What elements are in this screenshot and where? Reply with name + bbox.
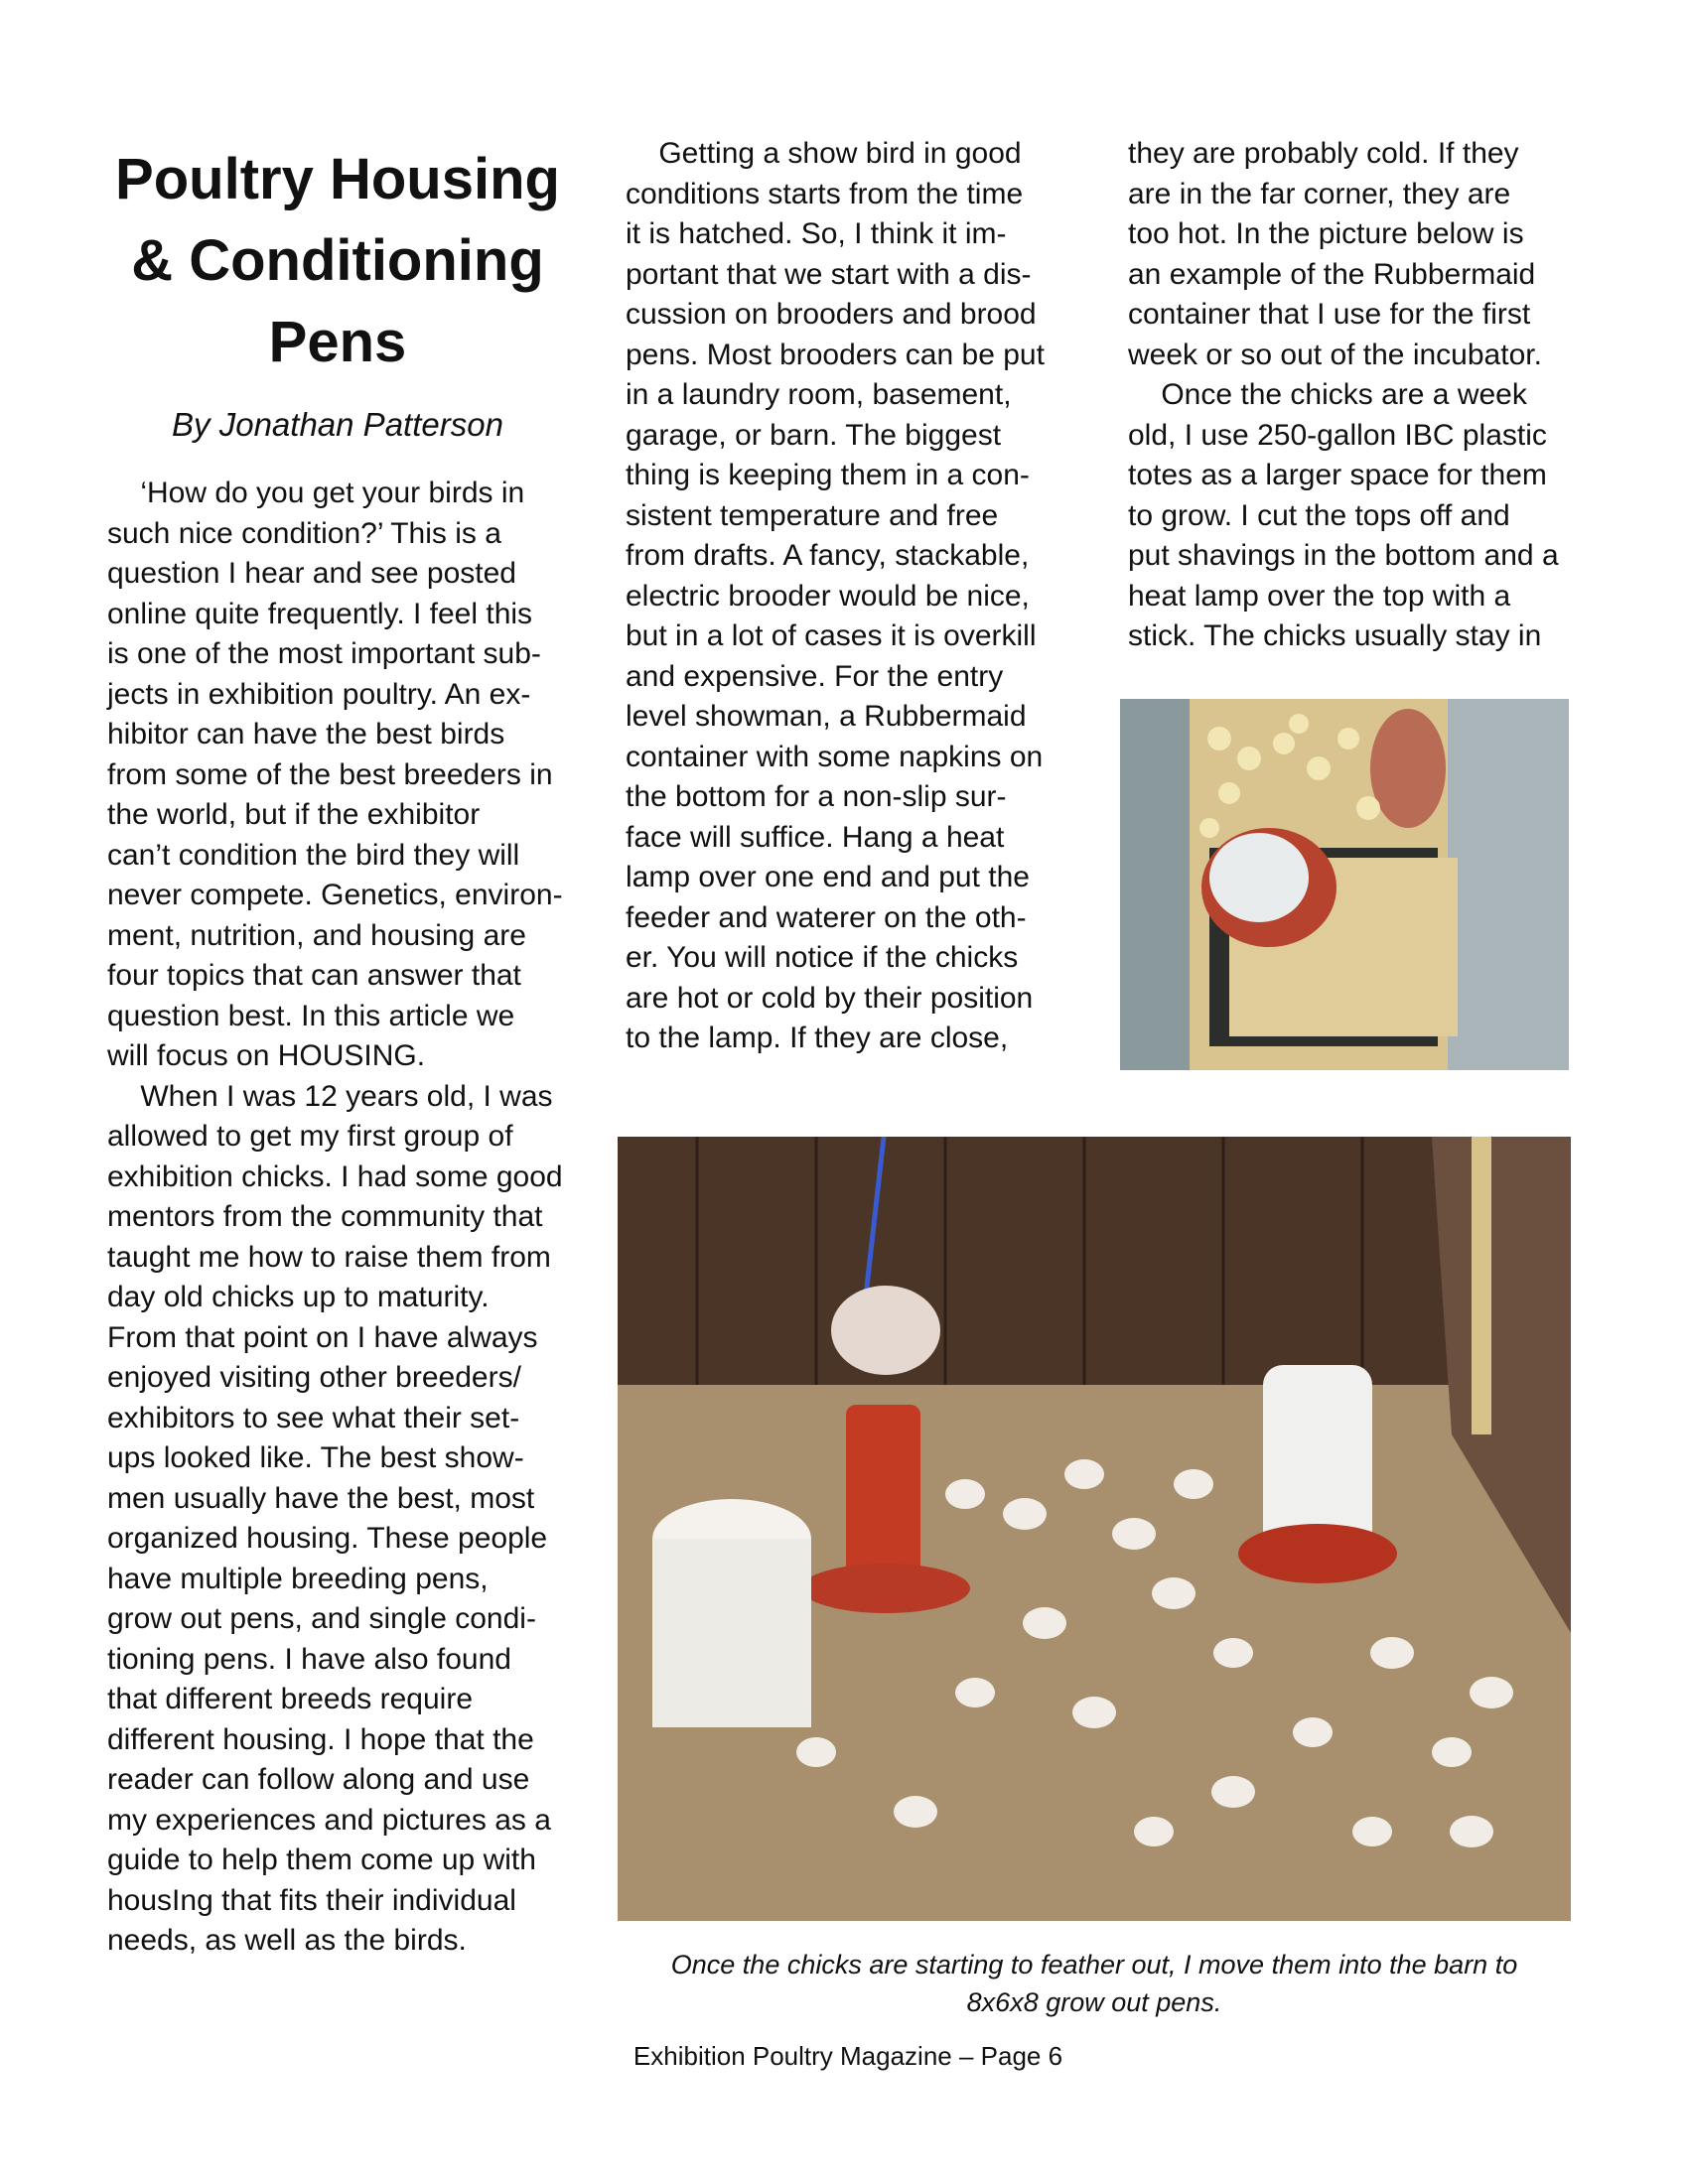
text-line: ups looked like. The best show-	[107, 1441, 524, 1474]
text-line: Once the chicks are a week	[1128, 378, 1527, 411]
text-line: lamp over one end and put the	[626, 861, 1030, 893]
text-line: needs, as well as the birds.	[107, 1924, 467, 1957]
text-line: reader can follow along and use	[107, 1763, 530, 1796]
text-line: jects in exhibition poultry. An ex-	[107, 677, 531, 711]
text-line: er. You will notice if the chicks	[626, 941, 1019, 974]
text-line: to the lamp. If they are close,	[626, 1022, 1009, 1054]
text-line: the bottom for a non-slip sur-	[626, 780, 1007, 813]
text-line: that different breeds require	[107, 1683, 474, 1715]
text-line: old, I use 250-gallon IBC plastic	[1128, 418, 1547, 452]
text-line: container with some napkins on	[626, 740, 1044, 773]
grow-out-pen-photo	[618, 1137, 1571, 1921]
text-line: taught me how to raise them from	[107, 1240, 551, 1274]
text-line: electric brooder would be nice,	[626, 579, 1030, 613]
text-line: are hot or cold by their position	[626, 981, 1034, 1015]
text-line: enjoyed visiting other breeders/	[107, 1361, 521, 1394]
byline: By Jonathan Patterson	[172, 406, 503, 443]
text-line: ‘How do you get your birds in	[107, 477, 525, 509]
page-footer: Exhibition Poultry Magazine – Page 6	[633, 2041, 1063, 2071]
text-line: stick. The chicks usually stay in	[1128, 619, 1542, 652]
caption-line: Once the chicks are starting to feather out, I move them into the barn to	[670, 1950, 1518, 1979]
title-line: Poultry Housing	[115, 147, 560, 211]
text-line: exhibitors to see what their set-	[107, 1401, 520, 1434]
text-line: from drafts. A fancy, stackable,	[626, 539, 1030, 572]
text-line: ment, nutrition, and housing are	[107, 918, 526, 952]
text-line: in a laundry room, basement,	[626, 378, 1012, 411]
text-line: the world, but if the exhibitor	[107, 798, 481, 831]
text-column-3	[1128, 134, 1595, 657]
text-line: guide to help them come up with	[107, 1843, 536, 1876]
text-line: will focus on HOUSING.	[107, 1039, 426, 1072]
text-line: From that point on I have always	[107, 1320, 538, 1354]
text-line: my experiences and pictures as a	[107, 1803, 551, 1837]
text-line: organized housing. These people	[107, 1522, 548, 1555]
text-line: four topics that can answer that	[107, 959, 521, 992]
text-line: mentors from the community that	[107, 1200, 543, 1233]
article-title	[99, 139, 576, 383]
text-line: different housing. I hope that the	[107, 1722, 534, 1756]
text-line: heat lamp over the top with a	[1128, 579, 1511, 613]
text-line: can’t condition the bird they will	[107, 838, 520, 872]
text-line: feeder and waterer on the oth-	[626, 900, 1027, 934]
text-line: from some of the best breeders in	[107, 757, 553, 791]
text-column-1	[107, 474, 584, 1962]
text-line: level showman, a Rubbermaid	[626, 700, 1027, 733]
text-line: conditions starts from the time	[626, 177, 1024, 210]
text-line: put shavings in the bottom and a	[1128, 539, 1559, 572]
grow-out-pen-image	[618, 1137, 1571, 1921]
text-line: such nice condition?’ This is a	[107, 516, 501, 550]
text-line: totes as a larger space for them	[1128, 459, 1547, 491]
text-line: cussion on brooders and brood	[626, 298, 1037, 331]
text-line: exhibition chicks. I had some good	[107, 1160, 563, 1193]
text-line: thing is keeping them in a con-	[626, 459, 1030, 491]
text-line: are in the far corner, they are	[1128, 177, 1511, 210]
text-line: hibitor can have the best birds	[107, 718, 505, 751]
text-line: housIng that fits their individual	[107, 1883, 516, 1917]
text-line: online quite frequently. I feel this	[107, 597, 533, 630]
text-line: allowed to get my first group of	[107, 1120, 513, 1153]
text-line: but in a lot of cases it is overkill	[626, 619, 1037, 652]
text-line: Getting a show bird in good	[626, 137, 1022, 170]
text-line: they are probably cold. If they	[1128, 137, 1519, 170]
text-line: it is hatched. So, I think it im-	[626, 217, 1007, 250]
title-line: Pens	[268, 310, 407, 374]
text-line: container that I use for the first	[1128, 298, 1531, 331]
text-line: face will suffice. Hang a heat	[626, 820, 1005, 854]
title-line: & Conditioning	[131, 228, 544, 293]
text-line: never compete. Genetics, environ-	[107, 879, 563, 911]
text-line: sistent temperature and free	[626, 498, 999, 532]
text-line: to grow. I cut the tops off and	[1128, 498, 1510, 532]
text-line: question I hear and see posted	[107, 557, 516, 590]
text-line: When I was 12 years old, I was	[107, 1079, 553, 1113]
text-line: too hot. In the picture below is	[1128, 217, 1524, 250]
text-line: is one of the most important sub-	[107, 637, 541, 670]
text-line: men usually have the best, most	[107, 1481, 535, 1515]
caption-line: 8x6x8 grow out pens.	[966, 1987, 1222, 2017]
brooder-container-photo	[1120, 699, 1569, 1070]
text-line: week or so out of the incubator.	[1128, 338, 1542, 371]
text-line: pens. Most brooders can be put	[626, 338, 1045, 371]
text-line: garage, or barn. The biggest	[626, 418, 1002, 452]
brooder-container-image	[1120, 699, 1569, 1070]
text-line: question best. In this article we	[107, 999, 515, 1032]
text-line: day old chicks up to maturity.	[107, 1281, 490, 1313]
text-line: an example of the Rubbermaid	[1128, 257, 1536, 291]
photo-caption	[618, 1946, 1571, 2021]
text-column-2	[626, 134, 1092, 1059]
text-line: portant that we start with a dis-	[626, 257, 1032, 291]
text-line: grow out pens, and single condi-	[107, 1602, 536, 1635]
text-line: and expensive. For the entry	[626, 659, 1004, 693]
text-line: tioning pens. I have also found	[107, 1642, 511, 1676]
text-line: have multiple breeding pens,	[107, 1562, 489, 1595]
